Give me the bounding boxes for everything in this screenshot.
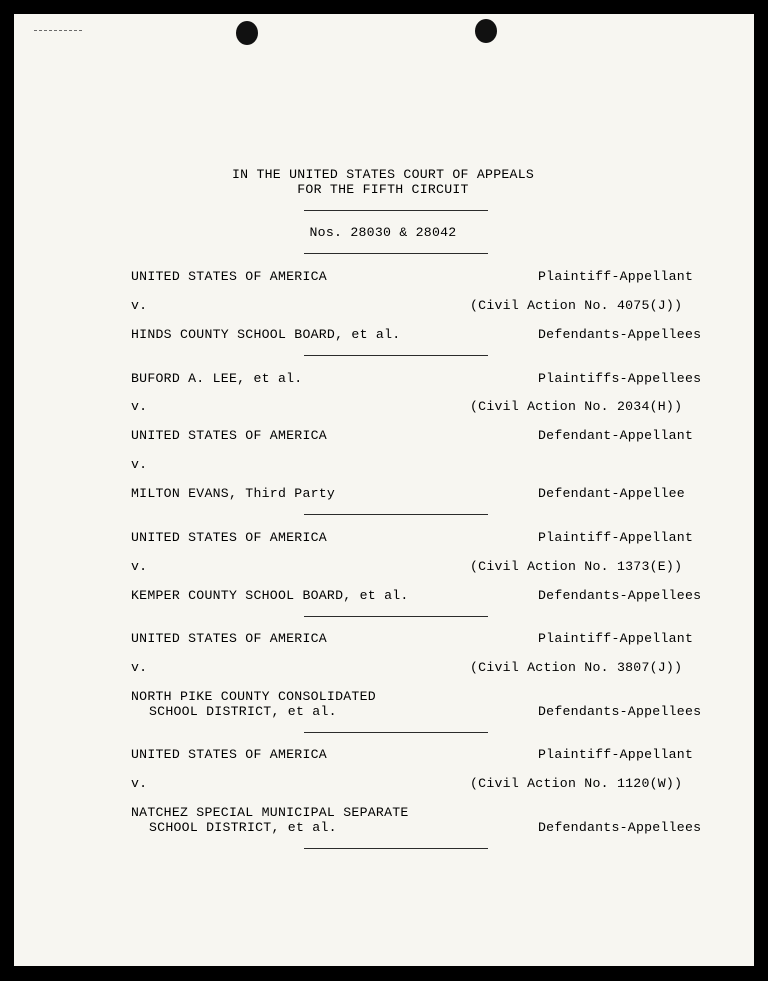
- case-4-party-2-line-2: SCHOOL DISTRICT, et al.: [149, 704, 337, 719]
- case-5-party-2-line-1: NATCHEZ SPECIAL MUNICIPAL SEPARATE: [131, 805, 409, 820]
- case-1-party-1: UNITED STATES OF AMERICA: [131, 269, 327, 284]
- case-2-versus: v.: [131, 399, 148, 414]
- case-1-versus: v.: [131, 298, 148, 313]
- case-3-party-1: UNITED STATES OF AMERICA: [131, 530, 327, 545]
- case-2-party-2: UNITED STATES OF AMERICA: [131, 428, 327, 443]
- case-3-party-2: KEMPER COUNTY SCHOOL BOARD, et al.: [131, 588, 409, 603]
- case-3-party-1-role: Plaintiff-Appellant: [538, 530, 694, 545]
- case-1-party-2-role: Defendants-Appellees: [538, 327, 702, 342]
- case-3-versus: v.: [131, 559, 148, 574]
- case-5-civil-action: (Civil Action No. 1120(W)): [470, 776, 683, 791]
- divider: [304, 616, 488, 617]
- paper-mark: [34, 30, 82, 33]
- court-circuit: FOR THE FIFTH CIRCUIT: [297, 182, 469, 197]
- case-2-versus-2: v.: [131, 457, 148, 472]
- case-5-party-1: UNITED STATES OF AMERICA: [131, 747, 327, 762]
- divider: [304, 732, 488, 733]
- case-4-versus: v.: [131, 660, 148, 675]
- divider: [304, 514, 488, 515]
- case-4-party-1-role: Plaintiff-Appellant: [538, 631, 694, 646]
- case-4-party-2-line-1: NORTH PIKE COUNTY CONSOLIDATED: [131, 689, 376, 704]
- case-4-party-1: UNITED STATES OF AMERICA: [131, 631, 327, 646]
- case-2-civil-action: (Civil Action No. 2034(H)): [470, 399, 683, 414]
- divider: [304, 848, 488, 849]
- case-5-party-2-role: Defendants-Appellees: [538, 820, 702, 835]
- divider: [304, 210, 488, 211]
- case-1-civil-action: (Civil Action No. 4075(J)): [470, 298, 683, 313]
- case-1-party-1-role: Plaintiff-Appellant: [538, 269, 694, 284]
- case-5-party-1-role: Plaintiff-Appellant: [538, 747, 694, 762]
- punch-hole-right: [475, 19, 497, 43]
- case-4-party-2-role: Defendants-Appellees: [538, 704, 702, 719]
- divider: [304, 355, 488, 356]
- case-2-party-1: BUFORD A. LEE, et al.: [131, 371, 303, 386]
- punch-hole-left: [236, 21, 258, 45]
- case-numbers: Nos. 28030 & 28042: [309, 225, 457, 240]
- case-3-civil-action: (Civil Action No. 1373(E)): [470, 559, 683, 574]
- case-4-civil-action: (Civil Action No. 3807(J)): [470, 660, 683, 675]
- case-2-party-1-role: Plaintiffs-Appellees: [538, 371, 702, 386]
- case-5-party-2-line-2: SCHOOL DISTRICT, et al.: [149, 820, 337, 835]
- case-2-party-3-role: Defendant-Appellee: [538, 486, 685, 501]
- case-5-versus: v.: [131, 776, 148, 791]
- case-1-party-2: HINDS COUNTY SCHOOL BOARD, et al.: [131, 327, 401, 342]
- case-2-party-3: MILTON EVANS, Third Party: [131, 486, 336, 501]
- divider: [304, 253, 488, 254]
- case-2-party-2-role: Defendant-Appellant: [538, 428, 694, 443]
- court-title: IN THE UNITED STATES COURT OF APPEALS: [231, 167, 535, 182]
- case-3-party-2-role: Defendants-Appellees: [538, 588, 702, 603]
